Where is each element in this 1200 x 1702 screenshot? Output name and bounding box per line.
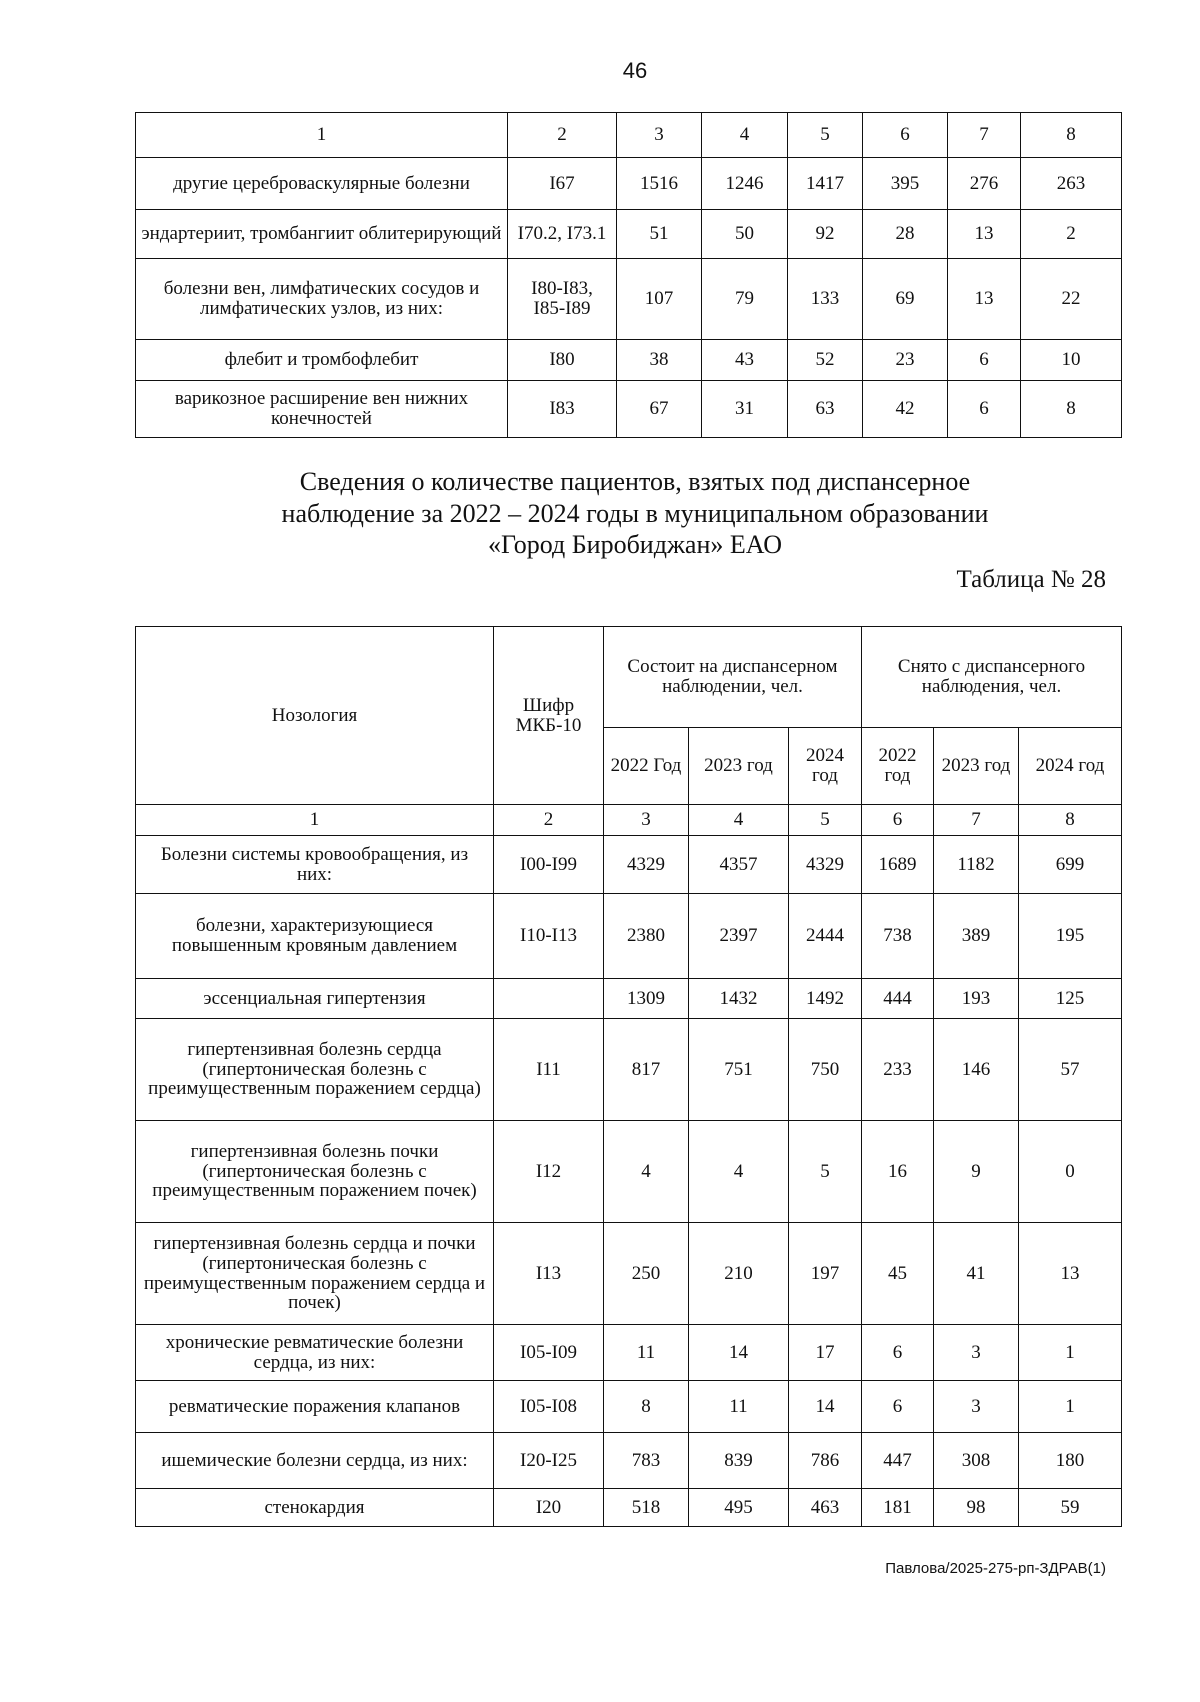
value-cell: 263: [1021, 158, 1122, 210]
value-cell: 107: [617, 259, 702, 340]
table-row: [136, 158, 1122, 210]
value-cell: 518: [604, 1489, 689, 1527]
column-number: 7: [948, 113, 1021, 158]
value-cell: 1492: [789, 979, 862, 1019]
table-row: [136, 1433, 1122, 1489]
header-year: 2023 год: [934, 728, 1019, 805]
value-cell: 8: [604, 1381, 689, 1433]
value-cell: 14: [789, 1381, 862, 1433]
section-title-line: наблюдение за 2022 – 2024 годы в муниципальном образовании: [281, 498, 989, 528]
value-cell: 13: [948, 210, 1021, 259]
value-cell: 3: [934, 1381, 1019, 1433]
nosology-cell: гипертензивная болезнь почки (гипертоническая болезнь с преимущественным поражением почек): [136, 1121, 494, 1223]
value-cell: 43: [702, 340, 788, 381]
header-registered-group: Состоит на диспансерном наблюдении, чел.: [604, 627, 862, 728]
nosology-cell: эссенциальная гипертензия: [136, 979, 494, 1019]
section-title-line: Сведения о количестве пациентов, взятых под диспансерное: [299, 467, 971, 496]
nosology-cell: ишемические болезни сердца, из них:: [136, 1433, 494, 1489]
value-cell: 2380: [604, 894, 689, 979]
table-row: [136, 1121, 1122, 1223]
value-cell: 276: [948, 158, 1021, 210]
header-year: 2024 год: [1019, 728, 1122, 805]
value-cell: 4329: [789, 836, 862, 894]
value-cell: 11: [604, 1325, 689, 1381]
value-cell: 783: [604, 1433, 689, 1489]
value-cell: 6: [862, 1381, 934, 1433]
value-cell: 42: [863, 381, 948, 438]
nosology-cell: гипертензивная болезнь сердца (гипертоническая болезнь с преимущественным поражением сердца): [136, 1019, 494, 1121]
value-cell: 63: [788, 381, 863, 438]
header-year: 2023 год: [689, 728, 789, 805]
column-number: 3: [617, 113, 702, 158]
column-number: 5: [788, 113, 863, 158]
value-cell: 9: [934, 1121, 1019, 1223]
nosology-cell: гипертензивная болезнь сердца и почки (гипертоническая болезнь с преимущественным поражением сердца и почек): [136, 1223, 494, 1325]
value-cell: 1246: [702, 158, 788, 210]
value-cell: 447: [862, 1433, 934, 1489]
value-cell: 133: [788, 259, 863, 340]
value-cell: 395: [863, 158, 948, 210]
value-cell: 193: [934, 979, 1019, 1019]
table-caption: Таблица № 28: [956, 566, 1106, 593]
table-row: [136, 340, 1122, 381]
nosology-cell: ревматические поражения клапанов: [136, 1381, 494, 1433]
dispensary-observation-table: [135, 626, 1122, 1527]
icd-code-cell: I70.2, I73.1: [508, 210, 617, 259]
value-cell: 1: [1019, 1381, 1122, 1433]
table-row: [136, 1019, 1122, 1121]
table-row: [136, 979, 1122, 1019]
document-footer-code: Павлова/2025-275-рп-ЗДРАВ(1): [885, 1560, 1106, 1577]
column-number: 6: [863, 113, 948, 158]
value-cell: 1417: [788, 158, 863, 210]
section-title-line: «Город Биробиджан» ЕАО: [488, 530, 782, 560]
icd-code-cell: I20-I25: [494, 1433, 604, 1489]
icd-code-cell: I83: [508, 381, 617, 438]
icd-code-cell: [494, 979, 604, 1019]
nosology-cell: болезни вен, лимфатических сосудов и лимфатических узлов, из них:: [136, 259, 508, 340]
value-cell: 57: [1019, 1019, 1122, 1121]
header-removed-group: Снято с диспансерного наблюдения, чел.: [862, 627, 1122, 728]
value-cell: 45: [862, 1223, 934, 1325]
value-cell: 16: [862, 1121, 934, 1223]
section-title: [0, 466, 1200, 561]
value-cell: 233: [862, 1019, 934, 1121]
circulatory-diseases-table-continued: [135, 112, 1122, 438]
nosology-cell: болезни, характеризующиеся повышенным кровяным давлением: [136, 894, 494, 979]
icd-code-cell: I80: [508, 340, 617, 381]
value-cell: 6: [948, 340, 1021, 381]
icd-code-cell: I12: [494, 1121, 604, 1223]
table-row: [136, 381, 1122, 438]
value-cell: 67: [617, 381, 702, 438]
value-cell: 1689: [862, 836, 934, 894]
column-number: 1: [136, 113, 508, 158]
column-number: 8: [1019, 805, 1122, 836]
value-cell: 1182: [934, 836, 1019, 894]
value-cell: 51: [617, 210, 702, 259]
table-row: [136, 894, 1122, 979]
value-cell: 1: [1019, 1325, 1122, 1381]
icd-code-cell: I80-I83, I85-I89: [508, 259, 617, 340]
table-row: [136, 1325, 1122, 1381]
value-cell: 79: [702, 259, 788, 340]
column-number: 2: [494, 805, 604, 836]
value-cell: 146: [934, 1019, 1019, 1121]
value-cell: 69: [863, 259, 948, 340]
value-cell: 0: [1019, 1121, 1122, 1223]
table-row: [136, 1489, 1122, 1527]
table-row: [136, 1381, 1122, 1433]
table-row: [136, 210, 1122, 259]
nosology-cell: стенокардия: [136, 1489, 494, 1527]
value-cell: 181: [862, 1489, 934, 1527]
value-cell: 197: [789, 1223, 862, 1325]
value-cell: 1432: [689, 979, 789, 1019]
header-icd-code: Шифр МКБ-10: [494, 627, 604, 805]
table-row: [136, 836, 1122, 894]
icd-code-cell: I67: [508, 158, 617, 210]
value-cell: 59: [1019, 1489, 1122, 1527]
value-cell: 4357: [689, 836, 789, 894]
page-number: 46: [622, 58, 648, 83]
value-cell: 210: [689, 1223, 789, 1325]
value-cell: 817: [604, 1019, 689, 1121]
value-cell: 6: [948, 381, 1021, 438]
icd-code-cell: I11: [494, 1019, 604, 1121]
column-number: 8: [1021, 113, 1122, 158]
value-cell: 125: [1019, 979, 1122, 1019]
header-row: [136, 627, 1122, 728]
value-cell: 28: [863, 210, 948, 259]
value-cell: 14: [689, 1325, 789, 1381]
value-cell: 10: [1021, 340, 1122, 381]
column-number: 1: [136, 805, 494, 836]
value-cell: 839: [689, 1433, 789, 1489]
value-cell: 2: [1021, 210, 1122, 259]
value-cell: 750: [789, 1019, 862, 1121]
table-row: [136, 1223, 1122, 1325]
value-cell: 13: [1019, 1223, 1122, 1325]
column-number: 4: [702, 113, 788, 158]
column-number-row: [136, 113, 1122, 158]
value-cell: 8: [1021, 381, 1122, 438]
value-cell: 389: [934, 894, 1019, 979]
value-cell: 751: [689, 1019, 789, 1121]
value-cell: 50: [702, 210, 788, 259]
column-number: 7: [934, 805, 1019, 836]
table-row: [136, 259, 1122, 340]
nosology-cell: флебит и тромбофлебит: [136, 340, 508, 381]
header-year: 2022 год: [862, 728, 934, 805]
value-cell: 250: [604, 1223, 689, 1325]
value-cell: 308: [934, 1433, 1019, 1489]
value-cell: 444: [862, 979, 934, 1019]
value-cell: 92: [788, 210, 863, 259]
value-cell: 23: [863, 340, 948, 381]
column-number-row: [136, 805, 1122, 836]
icd-code-cell: I00-I99: [494, 836, 604, 894]
value-cell: 41: [934, 1223, 1019, 1325]
nosology-cell: Болезни системы кровообращения, из них:: [136, 836, 494, 894]
value-cell: 4: [604, 1121, 689, 1223]
value-cell: 463: [789, 1489, 862, 1527]
value-cell: 1516: [617, 158, 702, 210]
value-cell: 495: [689, 1489, 789, 1527]
value-cell: 22: [1021, 259, 1122, 340]
header-year: 2024 год: [789, 728, 862, 805]
value-cell: 11: [689, 1381, 789, 1433]
nosology-cell: хронические ревматические болезни сердца, из них:: [136, 1325, 494, 1381]
value-cell: 6: [862, 1325, 934, 1381]
value-cell: 1309: [604, 979, 689, 1019]
nosology-cell: другие цереброваскулярные болезни: [136, 158, 508, 210]
nosology-cell: варикозное расширение вен нижних конечностей: [136, 381, 508, 438]
value-cell: 31: [702, 381, 788, 438]
value-cell: 2444: [789, 894, 862, 979]
value-cell: 786: [789, 1433, 862, 1489]
header-nosology: Нозология: [136, 627, 494, 805]
value-cell: 3: [934, 1325, 1019, 1381]
icd-code-cell: I05-I09: [494, 1325, 604, 1381]
icd-code-cell: I10-I13: [494, 894, 604, 979]
column-number: 6: [862, 805, 934, 836]
icd-code-cell: I05-I08: [494, 1381, 604, 1433]
column-number: 5: [789, 805, 862, 836]
value-cell: 180: [1019, 1433, 1122, 1489]
value-cell: 4: [689, 1121, 789, 1223]
icd-code-cell: I13: [494, 1223, 604, 1325]
value-cell: 2397: [689, 894, 789, 979]
column-number: 3: [604, 805, 689, 836]
value-cell: 13: [948, 259, 1021, 340]
column-number: 4: [689, 805, 789, 836]
value-cell: 738: [862, 894, 934, 979]
value-cell: 699: [1019, 836, 1122, 894]
icd-code-cell: I20: [494, 1489, 604, 1527]
value-cell: 98: [934, 1489, 1019, 1527]
header-year: 2022 Год: [604, 728, 689, 805]
value-cell: 38: [617, 340, 702, 381]
value-cell: 195: [1019, 894, 1122, 979]
value-cell: 17: [789, 1325, 862, 1381]
value-cell: 4329: [604, 836, 689, 894]
value-cell: 52: [788, 340, 863, 381]
value-cell: 5: [789, 1121, 862, 1223]
nosology-cell: эндартериит, тромбангиит облитерирующий: [136, 210, 508, 259]
column-number: 2: [508, 113, 617, 158]
